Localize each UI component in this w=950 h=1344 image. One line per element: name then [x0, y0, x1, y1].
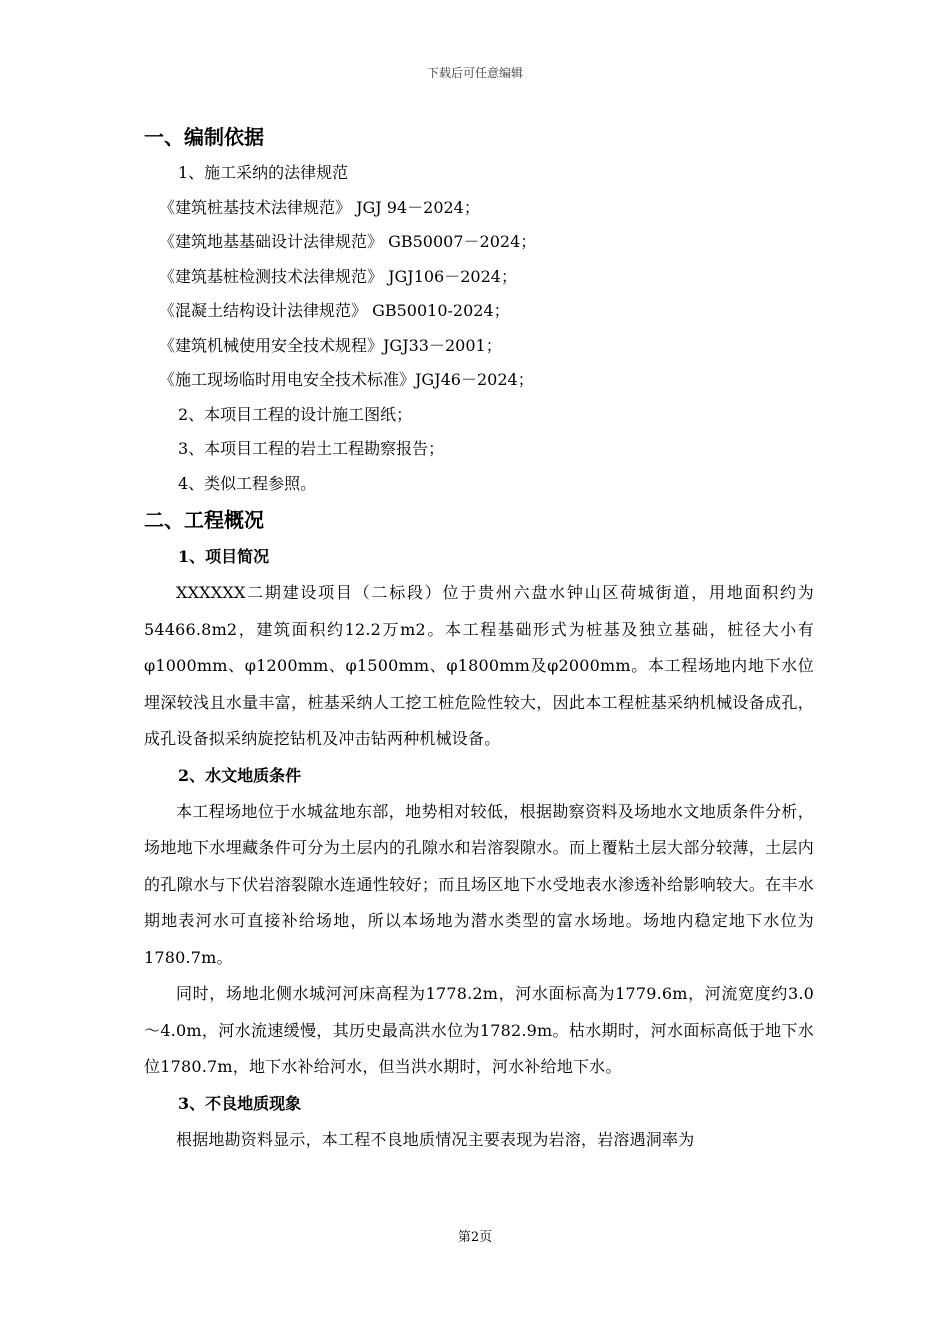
basis-item-2: 2、本项目工程的设计施工图纸；: [178, 404, 413, 424]
subsection-heading-hydrogeology: 2、水文地质条件: [178, 765, 302, 785]
subsection-heading-project: 1、项目简况: [178, 547, 270, 566]
project-summary-paragraph: XXXXXX二期建设项目（二标段）位于贵州六盘水钟山区荷城街道，用地面积约为54466.8m2，建筑面积约12.2万m2。本工程基础形式为桩基及独立基础，桩径大小有φ1000mm、φ1200mm、φ1500mm、φ1800mm及φ2000mm。本工程场地内地下水位埋深较浅且水量丰富，桩基采纳人工挖工桩危险性较大，因此本工程桩基采纳机械设备成孔，成孔设备拟采纳旋挖钻机及冲击钻两种机械设备。: [144, 583, 814, 748]
document-body: [144, 118, 814, 1158]
subsection-heading-adverse-geology: 3、不良地质现象: [178, 1093, 302, 1113]
hydrogeology-paragraph-1: 本工程场地位于水城盆地东部，地势相对较低，根据勘察资料及场地水文地质条件分析，场地地下水埋藏条件可分为土层内的孔隙水和岩溶裂隙水。而上覆粘土层大部分较薄，土层内的孔隙水与下伏岩溶裂隙水连通性较好；而且场区地下水受地表水渗透补给影响较大。在丰水期地表河水可直接补给场地，所以本场地为潜水类型的富水场地。场地内稳定地下水位为1780.7m。: [144, 801, 814, 967]
standard-item: 《建筑机械使用安全技术规程》JGJ33－2001；: [159, 335, 502, 355]
basis-item-3: 3、本项目工程的岩土工程勘察报告；: [178, 439, 445, 458]
basis-item-1: 1、施工采纳的法律规范: [178, 163, 349, 182]
standard-item: 《建筑桩基技术法律规范》 JGJ 94－2024；: [159, 197, 480, 217]
hydrogeology-paragraph-2: 同时，场地北侧水城河河床高程为1778.2m，河水面标高为1779.6m，河流宽度约3.0～4.0m，河水流速缓慢，其历史最高洪水位为1782.9m。枯水期时，河水面标高低于地下水位1780.7m，地下水补给河水，但当洪水期时，河水补给地下水。: [144, 984, 814, 1076]
page-number: 第2页: [457, 1230, 493, 1245]
page-header: 下载后可任意编辑: [426, 66, 523, 80]
standard-item: 《建筑地基基础设计法律规范》 GB50007－2024；: [159, 232, 537, 251]
basis-item-4: 4、类似工程参照。: [178, 473, 317, 493]
section-heading-overview: 二、工程概况: [144, 508, 264, 532]
section-heading-basis: 一、编制依据: [144, 125, 264, 149]
standard-item: 《混凝土结构设计法律规范》 GB50010-2024；: [159, 301, 510, 320]
adverse-geology-paragraph: 根据地勘资料显示，本工程不良地质情况主要表现为岩溶，岩溶遇洞率为: [176, 1129, 695, 1149]
standard-item: 《建筑基桩检测技术法律规范》 JGJ106－2024；: [159, 266, 517, 286]
standard-item: 《施工现场临时用电安全技术标准》JGJ46－2024；: [159, 370, 534, 389]
